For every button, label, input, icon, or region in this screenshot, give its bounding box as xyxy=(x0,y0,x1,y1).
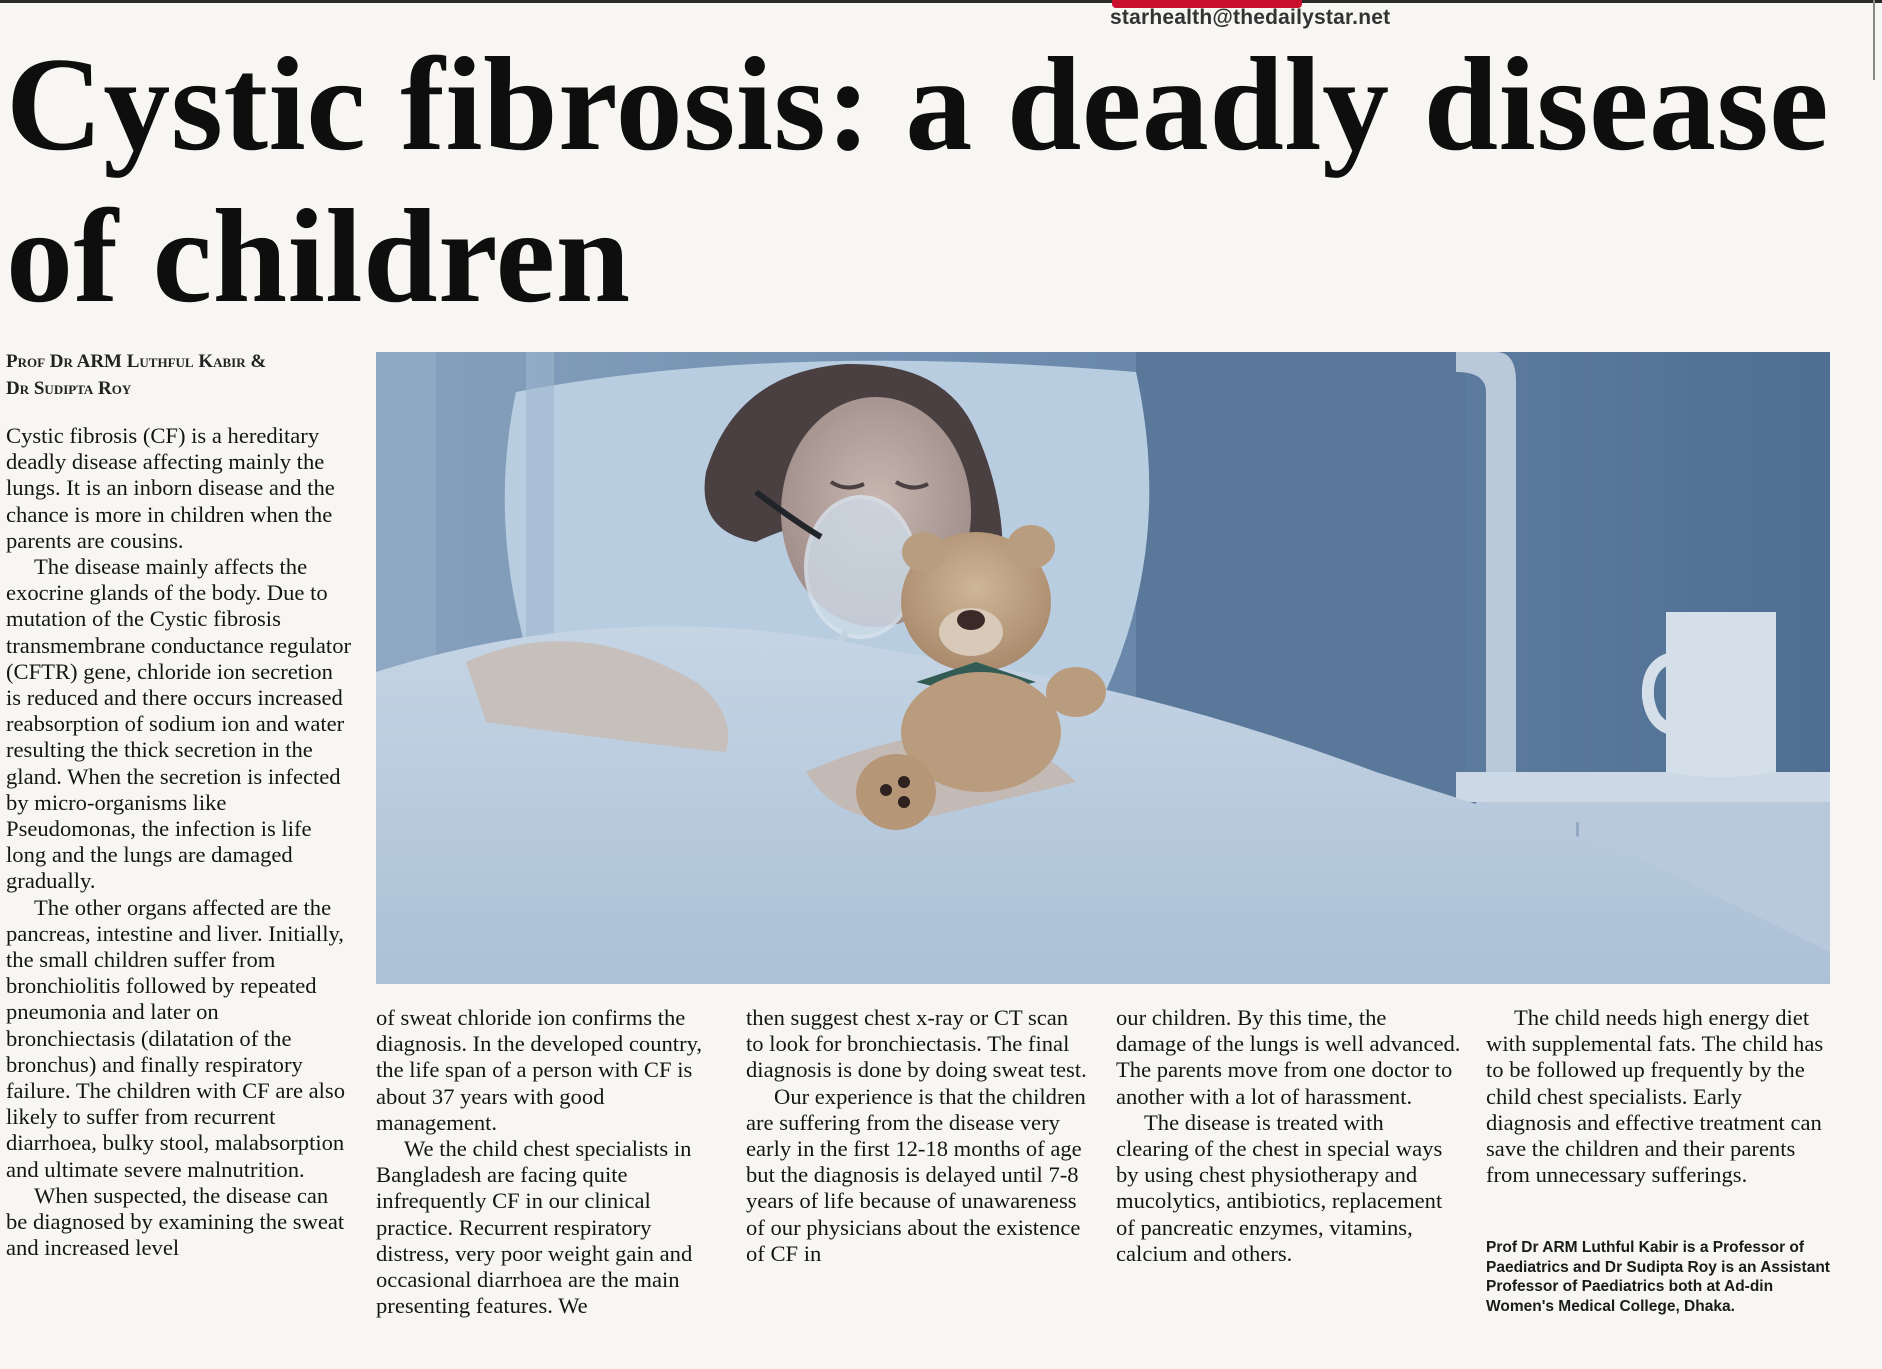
article-column-2 xyxy=(376,1005,721,1319)
article-paragraph: We the child chest specialists in Bangladesh are facing quite infrequently CF in our clinical practice. Recurrent respiratory distress, very poor weight gain and occasional diarrhoea are the main presenting features. We xyxy=(376,1136,693,1319)
article-column-4 xyxy=(1116,1005,1461,1267)
headline: Cystic fibrosis: a deadly disease of children xyxy=(6,30,1830,330)
article-column-3 xyxy=(746,1005,1091,1267)
author-bio: Prof Dr ARM Luthful Kabir is a Professor of Paediatrics and Dr Sudipta Roy is an Assistant Professor of Paediatrics both at Ad-din Women's Medical College, Dhaka. xyxy=(1486,1239,1830,1315)
article-paragraph: then suggest chest x-ray or CT scan to look for bronchiectasis. The final diagnosis is done by doing sweat test. xyxy=(746,1005,1087,1083)
article-paragraph: our children. By this time, the damage of the lungs is well advanced. The parents move from one doctor to another with a lot of harassment. xyxy=(1116,1005,1461,1109)
article-column-5 xyxy=(1486,1005,1831,1188)
article-paragraph: of sweat chloride ion confirms the diagnosis. In the developed country, the life span of a person with CF is about 37 years with good management. xyxy=(376,1005,703,1135)
hospital-child-oxygen-mask-photo xyxy=(376,352,1830,984)
article-paragraph: When suspected, the disease can be diagnosed by examining the sweat and increased level xyxy=(6,1182,345,1261)
top-rule xyxy=(0,0,1882,3)
article-paragraph: The child needs high energy diet with supplemental fats. The child has to be followed up frequently by the child chest specialists. Early diagnosis and effective treatment can save the children and their parents from unnecessary sufferings. xyxy=(1486,1005,1824,1188)
byline-author-1: Prof Dr ARM Luthful Kabir & xyxy=(6,351,267,372)
article-column-1 xyxy=(6,423,353,1262)
section-email: starhealth@thedailystar.net xyxy=(1110,6,1391,29)
article-paragraph: The disease mainly affects the exocrine glands of the body. Due to mutation of the Cystic fibrosis transmembrane conductance regulator (CFTR) gene, chloride ion secretion is reduced and there occurs increased reabsorption of sodium ion and water resulting the thick secretion in the gland. When the secretion is infected by micro-organisms like Pseudomonas, the infection is life long and the lungs are damaged gradually. xyxy=(6,554,352,894)
article-paragraph: The other organs affected are the pancreas, intestine and liver. Initially, the small children suffer from bronchiolitis followed by repeated pneumonia and later on bronchiectasis (dilatation of the bronchus) and finally respiratory failure. The children with CF are also likely to suffer from recurrent diarrhoea, bulky stool, malabsorption and ultimate severe malnutrition. xyxy=(6,894,346,1182)
article-paragraph: Our experience is that the children are suffering from the disease very early in the first 12-18 months of age but the diagnosis is delayed until 7-8 years of life because of unawareness of our physicians about the existence of CF in xyxy=(746,1083,1086,1266)
article-paragraph: The disease is treated with clearing of the chest in special ways by using chest physiotherapy and mucolytics, antibiotics, replacement of pancreatic enzymes, vitamins, calcium and others. xyxy=(1116,1109,1443,1266)
byline-author-2: Dr Sudipta Roy xyxy=(6,378,132,399)
byline xyxy=(6,348,346,402)
page-edge-rule xyxy=(1873,0,1875,80)
article-photo xyxy=(376,352,1830,984)
article-paragraph: Cystic fibrosis (CF) is a hereditary deadly disease affecting mainly the lungs. It is an inborn disease and the chance is more in children when the parents are cousins. xyxy=(6,423,335,553)
